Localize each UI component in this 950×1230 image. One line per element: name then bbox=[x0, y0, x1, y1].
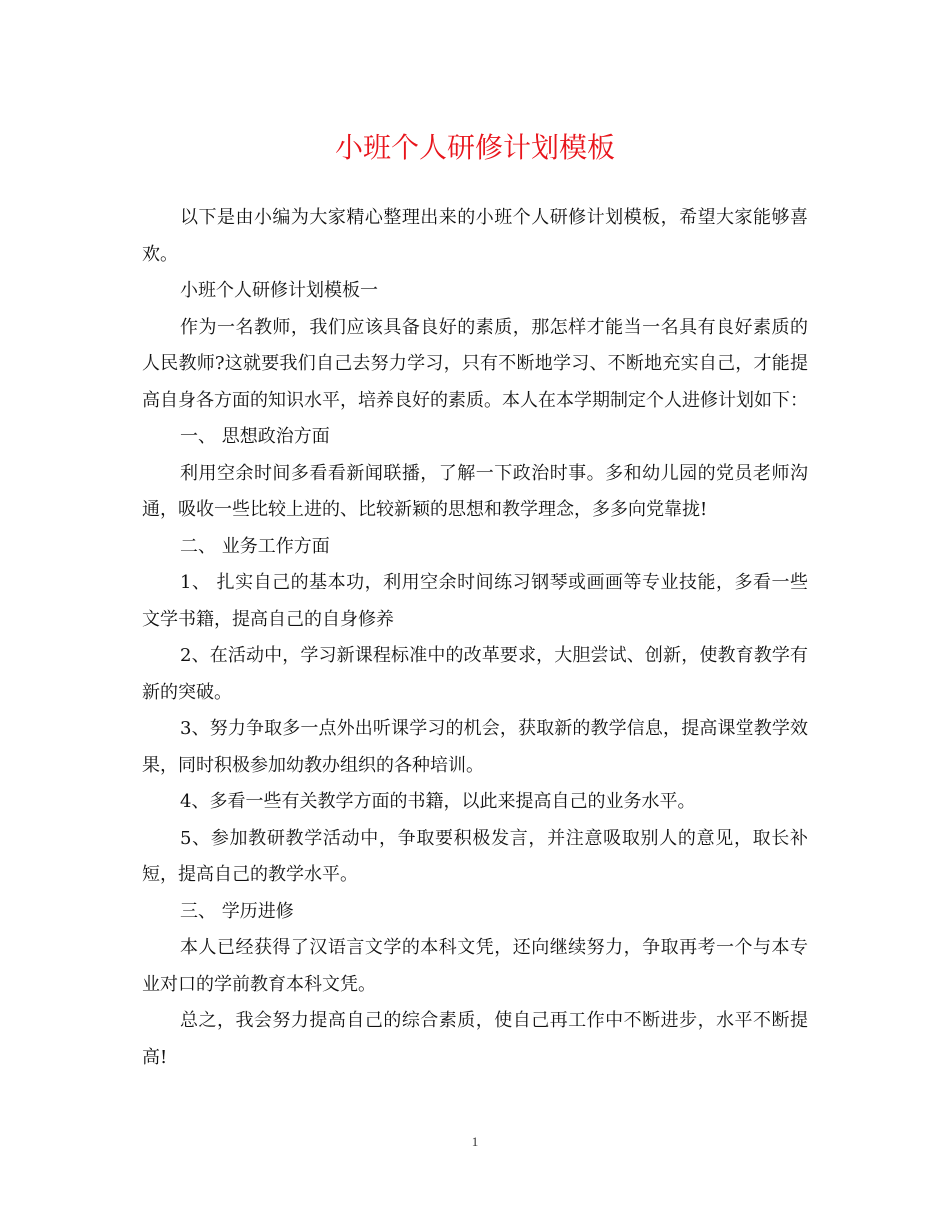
conclusion-paragraph: 总之，我会努力提高自己的综合素质，使自己再工作中不断进步，水平不断提高! bbox=[142, 1010, 808, 1068]
document-body bbox=[142, 200, 808, 1076]
section-heading-politics: 一、 思想政治方面 bbox=[180, 426, 330, 447]
page-number: 1 bbox=[471, 1134, 479, 1149]
work-item-1: 1、 扎实自己的基本功，利用空余时间练习钢琴或画画等专业技能，多看一些文学书籍，提高自己的自身修养 bbox=[142, 572, 808, 630]
work-item-4: 4、多看一些有关教学方面的书籍，以此来提高自己的业务水平。 bbox=[180, 791, 696, 812]
politics-paragraph: 利用空余时间多看看新闻联播，了解一下政治时事。多和幼儿园的党员老师沟通，吸收一些比较上进的、比较新颖的思想和教学理念，多多向党靠拢! bbox=[142, 462, 808, 520]
opening-paragraph: 作为一名教师，我们应该具备良好的素质，那怎样才能当一名具有良好素质的人民教师?这就要我们自己去努力学习，只有不断地学习、不断地充实自己，才能提高自身各方面的知识水平，培养良好的素质。本人在本学期制定个人进修计划如下： bbox=[142, 316, 808, 411]
work-item-3: 3、努力争取多一点外出听课学习的机会，获取新的教学信息，提高课堂教学效果，同时积极参加幼教办组织的各种培训。 bbox=[142, 718, 808, 776]
template-heading: 小班个人研修计划模板一 bbox=[180, 280, 378, 301]
intro-paragraph: 以下是由小编为大家精心整理出来的小班个人研修计划模板，希望大家能够喜欢。 bbox=[142, 207, 808, 265]
education-paragraph: 本人已经获得了汉语言文学的本科文凭，还向继续努力，争取再考一个与本专业对口的学前教育本科文凭。 bbox=[142, 937, 808, 995]
section-heading-education: 三、 学历进修 bbox=[180, 900, 294, 922]
document-title: 小班个人研修计划模板 bbox=[334, 131, 615, 164]
section-heading-work: 二、 业务工作方面 bbox=[180, 535, 330, 557]
work-item-5: 5、参加教研教学活动中，争取要积极发言，并注意吸取别人的意见，取长补短，提高自己的教学水平。 bbox=[142, 827, 808, 885]
work-item-2: 2、在活动中，学习新课程标准中的改革要求，大胆尝试、创新，使教育教学有新的突破。 bbox=[142, 645, 808, 703]
